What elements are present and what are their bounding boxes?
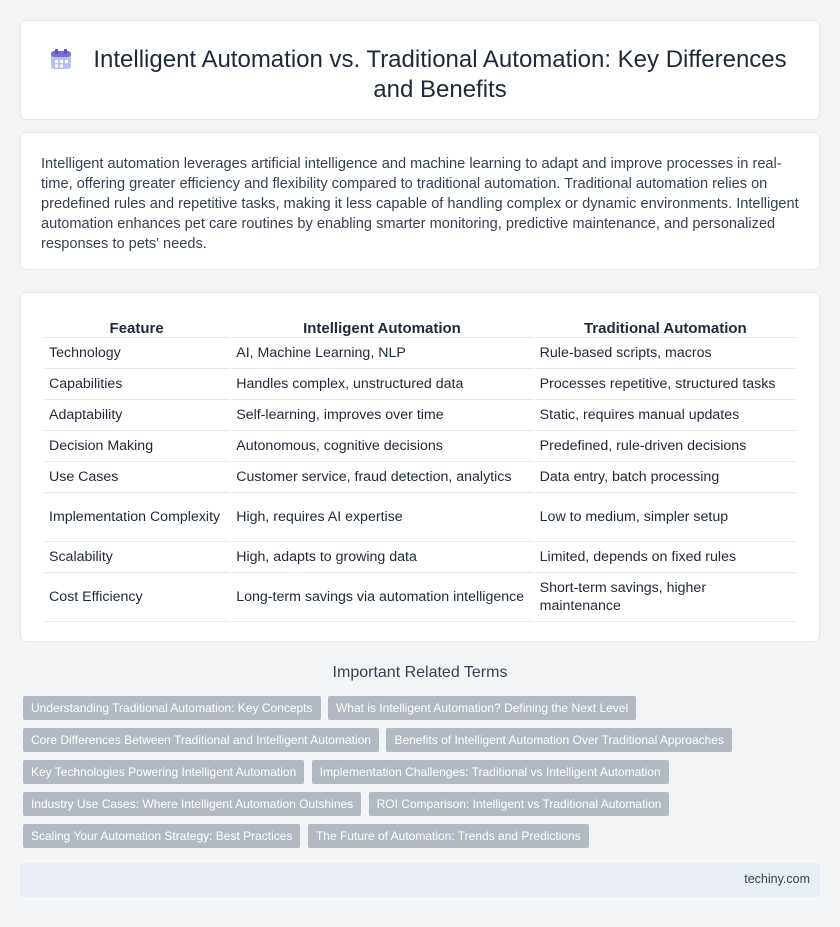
table-header-row [44, 315, 796, 338]
traditional-cell: Data entry, batch processing [535, 462, 796, 493]
intelligent-cell: Customer service, fraud detection, analytics [231, 462, 532, 493]
related-term-tag[interactable]: ROI Comparison: Intelligent vs Traditional Automation [369, 792, 670, 816]
intelligent-cell: High, adapts to growing data [231, 542, 532, 573]
related-terms-heading: Important Related Terms [332, 664, 508, 681]
feature-cell: Capabilities [44, 369, 229, 400]
related-term-tag[interactable]: Scaling Your Automation Strategy: Best Practices [23, 824, 300, 848]
table-row [44, 573, 796, 622]
related-term-tag[interactable]: Implementation Challenges: Traditional vs Intelligent Automation [312, 760, 669, 784]
feature-cell: Adaptability [44, 400, 229, 431]
table-row [44, 338, 796, 369]
intelligent-cell: Autonomous, cognitive decisions [231, 431, 532, 462]
intelligent-cell: High, requires AI expertise [231, 493, 532, 542]
table-row [44, 431, 796, 462]
feature-cell: Use Cases [44, 462, 229, 493]
related-term-tag[interactable]: Core Differences Between Traditional and Intelligent Automation [23, 728, 379, 752]
table-row [44, 542, 796, 573]
header-traditional: Traditional Automation [535, 315, 796, 338]
page-title: Intelligent Automation vs. Traditional Automation: Key Differences and Benefits [93, 46, 787, 103]
traditional-cell: Predefined, rule-driven decisions [535, 431, 796, 462]
footer [20, 863, 820, 897]
table-row [44, 369, 796, 400]
traditional-cell: Processes repetitive, structured tasks [535, 369, 796, 400]
feature-cell: Decision Making [44, 431, 229, 462]
feature-cell: Scalability [44, 542, 229, 573]
related-term-tag[interactable]: Key Technologies Powering Intelligent Automation [23, 760, 304, 784]
intelligent-cell: Long-term savings via automation intelligence [231, 573, 532, 622]
header-intelligent: Intelligent Automation [231, 315, 532, 338]
feature-cell: Technology [44, 338, 229, 369]
table-row [44, 462, 796, 493]
traditional-cell: Short-term savings, higher maintenance [535, 573, 796, 622]
footer-site-link[interactable]: techiny.com [744, 872, 810, 886]
intelligent-cell: Self-learning, improves over time [231, 400, 532, 431]
traditional-cell: Static, requires manual updates [535, 400, 796, 431]
table-row [44, 493, 796, 542]
feature-cell: Cost Efficiency [44, 573, 229, 622]
traditional-cell: Low to medium, simpler setup [535, 493, 796, 542]
traditional-cell: Rule-based scripts, macros [535, 338, 796, 369]
header-card [20, 20, 820, 120]
traditional-cell: Limited, depends on fixed rules [535, 542, 796, 573]
related-term-tag[interactable]: Understanding Traditional Automation: Key Concepts [23, 696, 321, 720]
table-row [44, 400, 796, 431]
related-term-tag[interactable]: Benefits of Intelligent Automation Over Traditional Approaches [386, 728, 732, 752]
header-feature: Feature [44, 315, 229, 338]
comparison-card [20, 292, 820, 642]
feature-cell: Implementation Complexity [44, 493, 229, 542]
related-term-tag[interactable]: Industry Use Cases: Where Intelligent Automation Outshines [23, 792, 361, 816]
comparison-table [42, 315, 798, 622]
related-term-tag[interactable]: The Future of Automation: Trends and Predictions [308, 824, 589, 848]
related-terms-list [23, 696, 813, 856]
intelligent-cell: AI, Machine Learning, NLP [231, 338, 532, 369]
related-term-tag[interactable]: What is Intelligent Automation? Defining the Next Level [328, 696, 636, 720]
intro-card [20, 132, 820, 270]
intro-paragraph: Intelligent automation leverages artificial intelligence and machine learning to adapt and improve processes in real-time, offering greater efficiency and flexibility compared to traditional automation. Traditional automation relies on predefined rules and repetitive tasks, making it less capable of handling complex or dynamic environments. Intelligent automation enhances pet care routines by enabling smarter monitoring, predictive maintenance, and personalized responses to pets' needs. [41, 156, 799, 252]
intelligent-cell: Handles complex, unstructured data [231, 369, 532, 400]
